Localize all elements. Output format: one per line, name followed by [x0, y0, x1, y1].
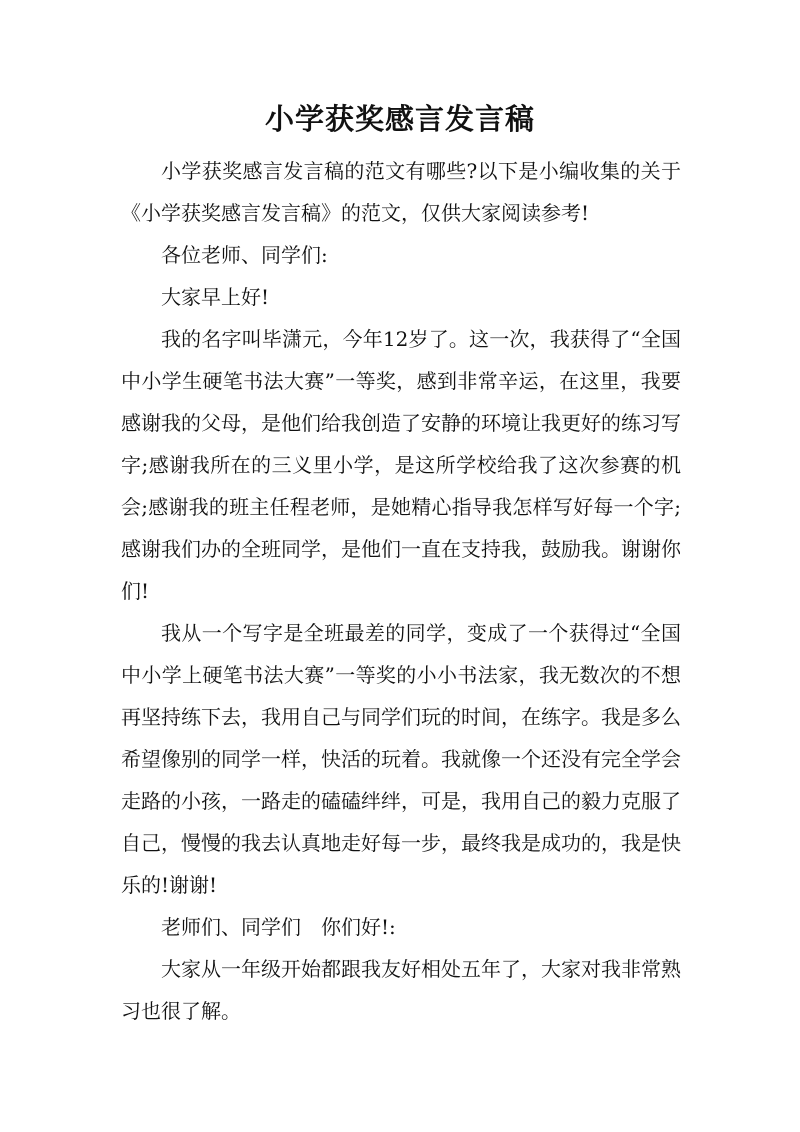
document-body [121, 150, 681, 1032]
intro-paragraph: 小学获奖感言发言稿的范文有哪些?以下是小编收集的关于《小学获奖感言发言稿》的范文，仅供大家阅读参考! [121, 159, 681, 225]
greeting-paragraph: 大家早上好! [161, 285, 270, 309]
salutation-paragraph: 各位老师、同学们: [161, 243, 328, 267]
speech-paragraph: 大家从一年级开始都跟我友好相处五年了，大家对我非常熟习也很了解。 [121, 957, 681, 1023]
salutation-paragraph: 老师们、同学们 你们好!: [161, 915, 396, 939]
document-title: 小学获奖感言发言稿 [264, 102, 535, 136]
speech-paragraph: 我的名字叫毕潇元，今年12岁了。这一次，我获得了“全国中小学生硬笔书法大赛”一等奖，感到非常辛运，在这里，我要感谢我的父母，是他们给我创造了安静的环境让我更好的练习写字;感谢我所在的三义里小学，是这所学校给我了这次参赛的机会;感谢我的班主任程老师，是她精心指导我怎样写好每一个字;感谢我们办的全班同学，是他们一直在支持我，鼓励我。谢谢你们! [121, 327, 681, 603]
speech-paragraph: 我从一个写字是全班最差的同学，变成了一个获得过“全国中小学上硬笔书法大赛”一等奖的小小书法家，我无数次的不想再坚持练下去，我用自己与同学们玩的时间，在练字。我是多么希望像别的同学一样，快活的玩着。我就像一个还没有完全学会走路的小孩，一路走的磕磕绊绊，可是，我用自己的毅力克服了自己，慢慢的我去认真地走好每一步，最终我是成功的，我是快乐的!谢谢! [121, 621, 681, 897]
